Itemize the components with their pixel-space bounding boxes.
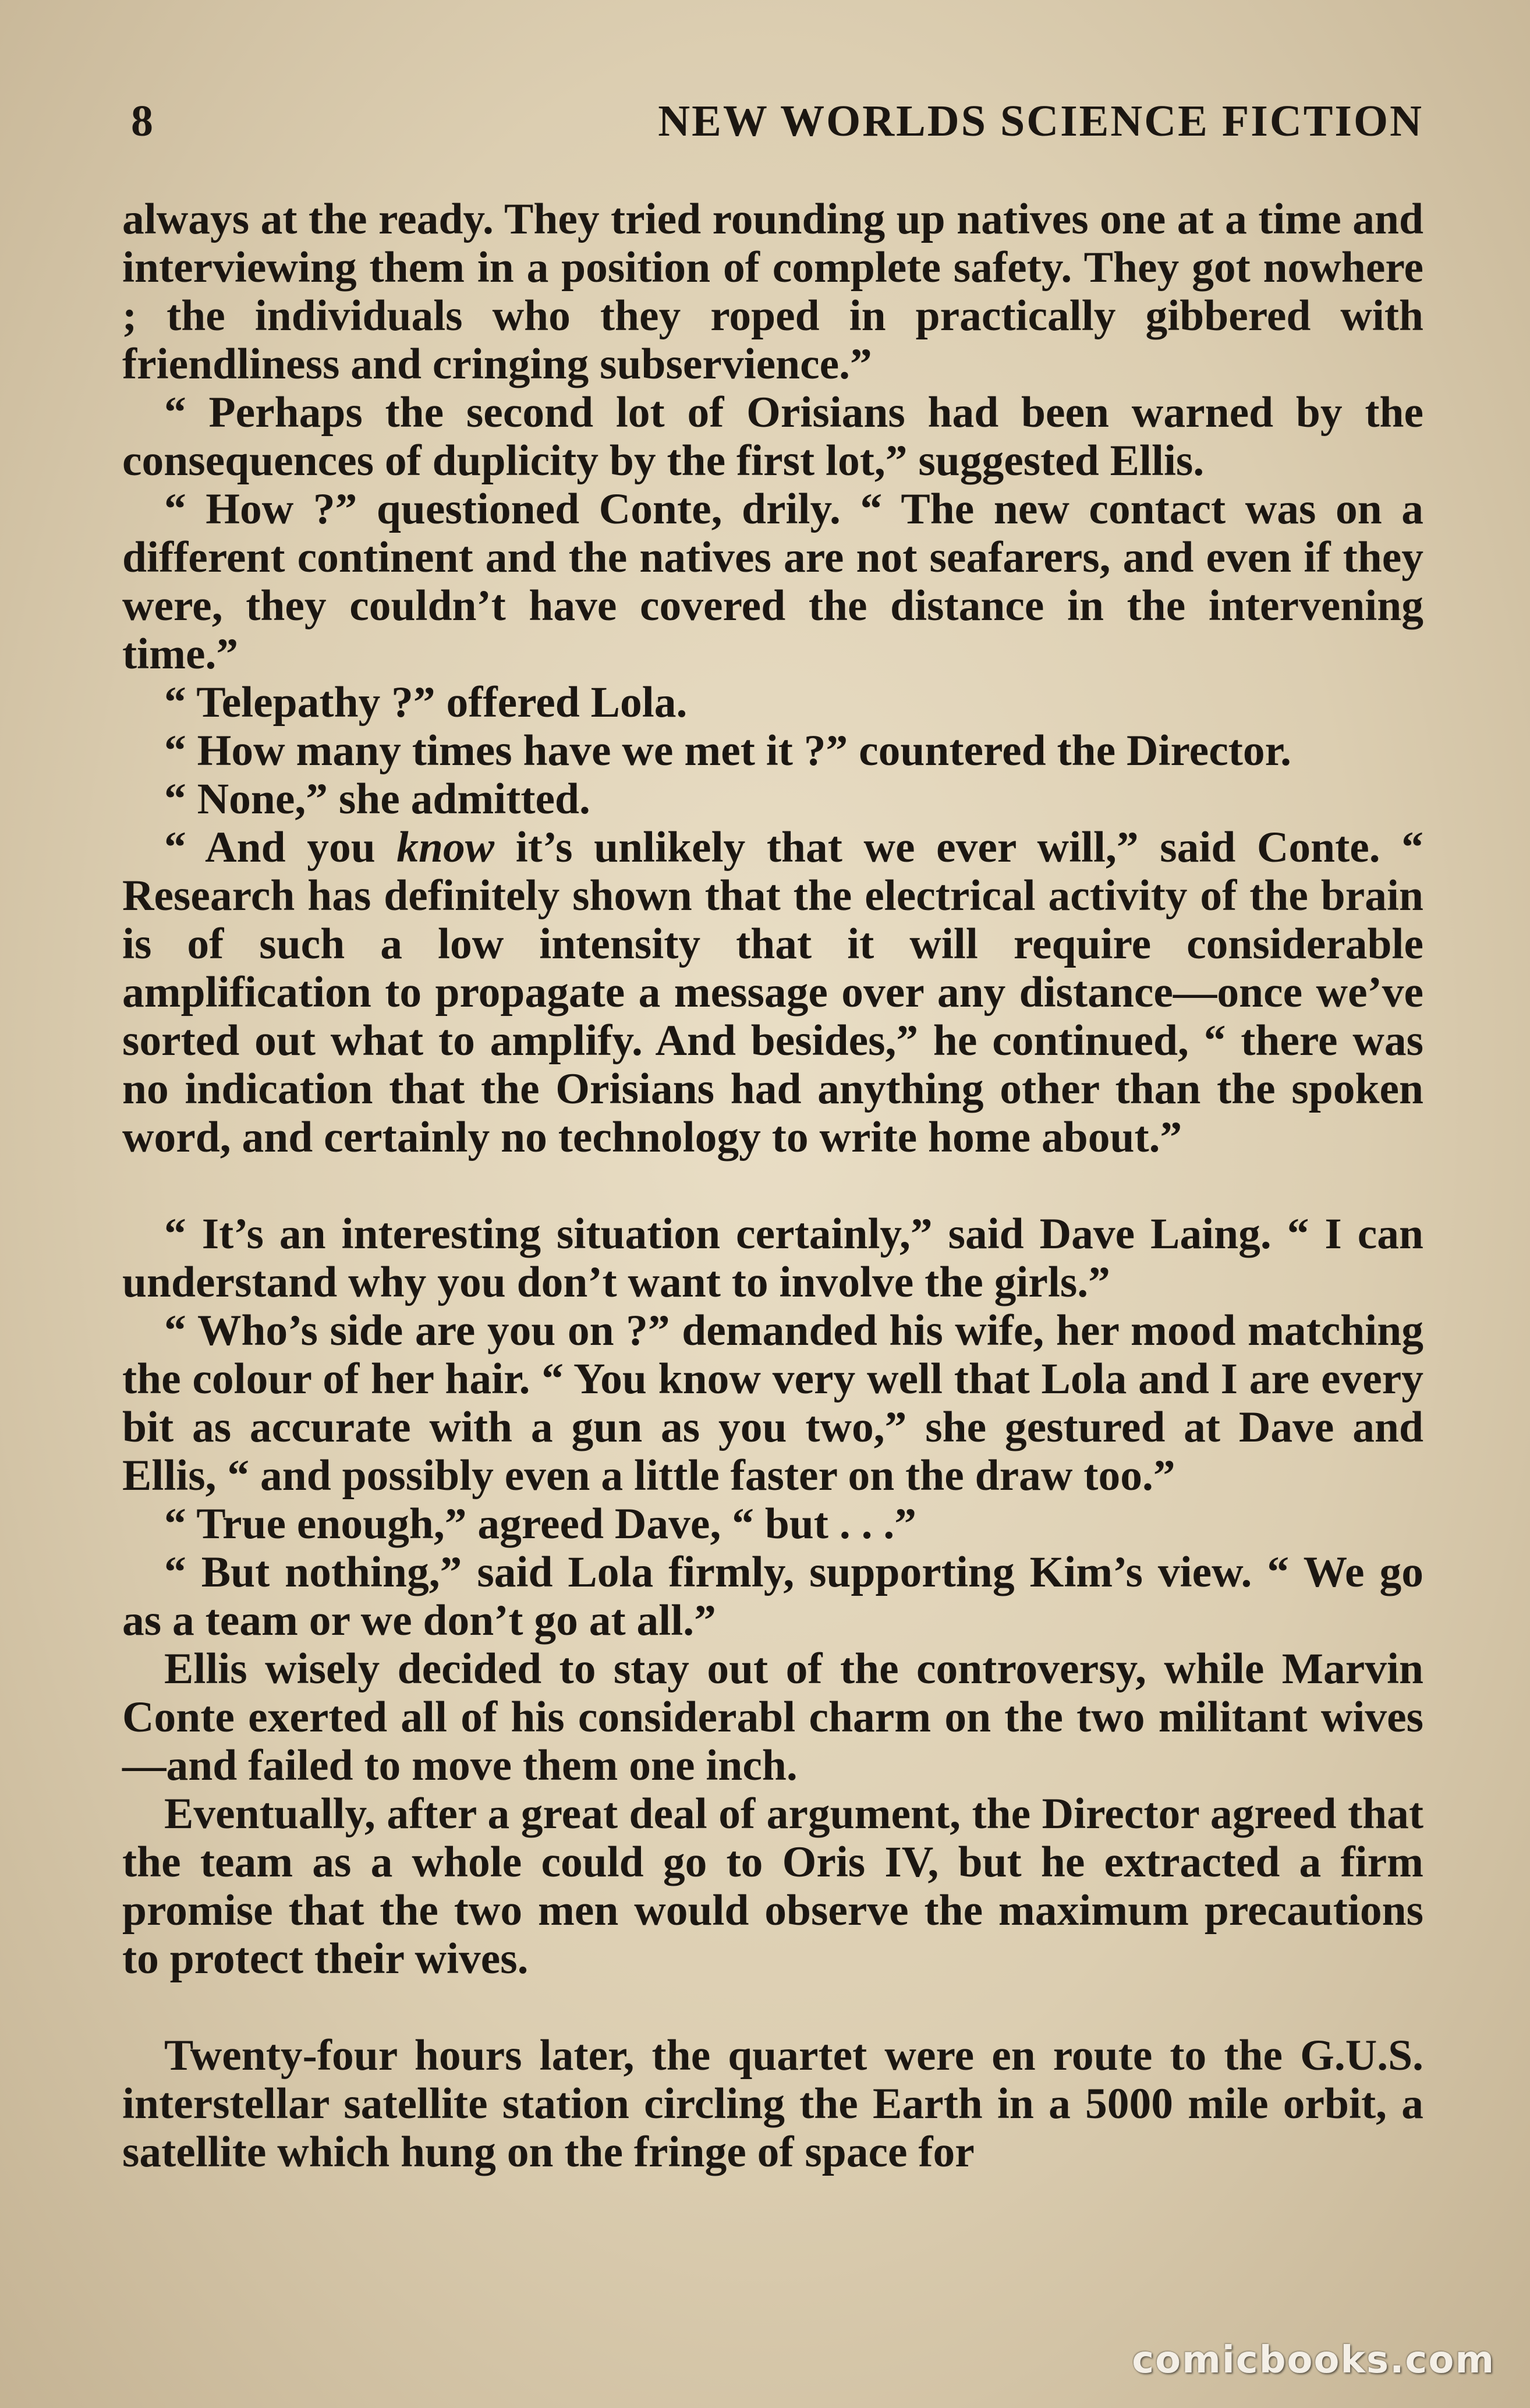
paragraph: “ And you know it’s unlikely that we ever will,” said Conte. “ Research has definitely shown that the electrical activity of the brain is of such a low intensity that it will require considerable amplification to propagate a message over any distance—once we’ve sorted out what to amplify. And besides,” he continued, “ there was no indication that the Orisians had anything other than the spoken word, and certainly no technology to write home about.” bbox=[122, 823, 1423, 1161]
watermark: comicbooks.com bbox=[1132, 2339, 1495, 2382]
page-number: 8 bbox=[131, 97, 153, 146]
paragraph: Ellis wisely decided to stay out of the controversy, while Marvin Conte exerted all of his considerabl charm on the two militant wives—and failed to move them one inch. bbox=[122, 1645, 1423, 1790]
paragraph: “ Who’s side are you on ?” demanded his wife, her mood matching the colour of her hair. “ You know very well that Lola and I are every bit as accurate with a gun as you two,” she gestured at Dave and Ellis, “ and possibly even a little faster on the draw too.” bbox=[122, 1306, 1423, 1500]
paragraph: “ How many times have we met it ?” countered the Director. bbox=[164, 727, 1292, 775]
page-header bbox=[131, 96, 1423, 160]
paragraph: Twenty-four hours later, the quartet were en route to the G.U.S. interstellar satellite station circling the Earth in a 5000 mile orbit, a satellite which hung on the fringe of space for bbox=[122, 2031, 1423, 2176]
paragraph: Eventually, after a great deal of argument, the Director agreed that the team as a whole could go to Oris IV, but he extracted a firm promise that the two men would observe the maximum precautions to protect their wives. bbox=[122, 1790, 1423, 1983]
body-text bbox=[122, 195, 1423, 2176]
emphasis: know bbox=[396, 823, 495, 872]
paragraph: “ But nothing,” said Lola firmly, supporting Kim’s view. “ We go as a team or we don’t go at all.” bbox=[122, 1548, 1423, 1645]
paragraph: “ None,” she admitted. bbox=[164, 775, 590, 823]
paragraph: “ True enough,” agreed Dave, “ but . . .” bbox=[164, 1500, 916, 1548]
running-head: NEW WORLDS SCIENCE FICTION bbox=[658, 97, 1423, 146]
paragraph: “ How ?” questioned Conte, drily. “ The new contact was on a different continent and the natives are not seafarers, and even if they were, they couldn’t have covered the distance in the intervening time.” bbox=[122, 485, 1423, 678]
paragraph: “ Telepathy ?” offered Lola. bbox=[164, 678, 688, 727]
paragraph: “ It’s an interesting situation certainly,” said Dave Laing. “ I can understand why you don’t want to involve the girls.” bbox=[122, 1210, 1423, 1306]
paragraph: always at the ready. They tried rounding up natives one at a time and interviewing them in a position of complete safety. They got nowhere ; the individuals who they roped in practically gibbered with friendliness and cringing subservience.” bbox=[122, 195, 1423, 388]
paragraph: “ Perhaps the second lot of Orisians had been warned by the consequences of duplicity by the first lot,” suggested Ellis. bbox=[122, 388, 1423, 485]
